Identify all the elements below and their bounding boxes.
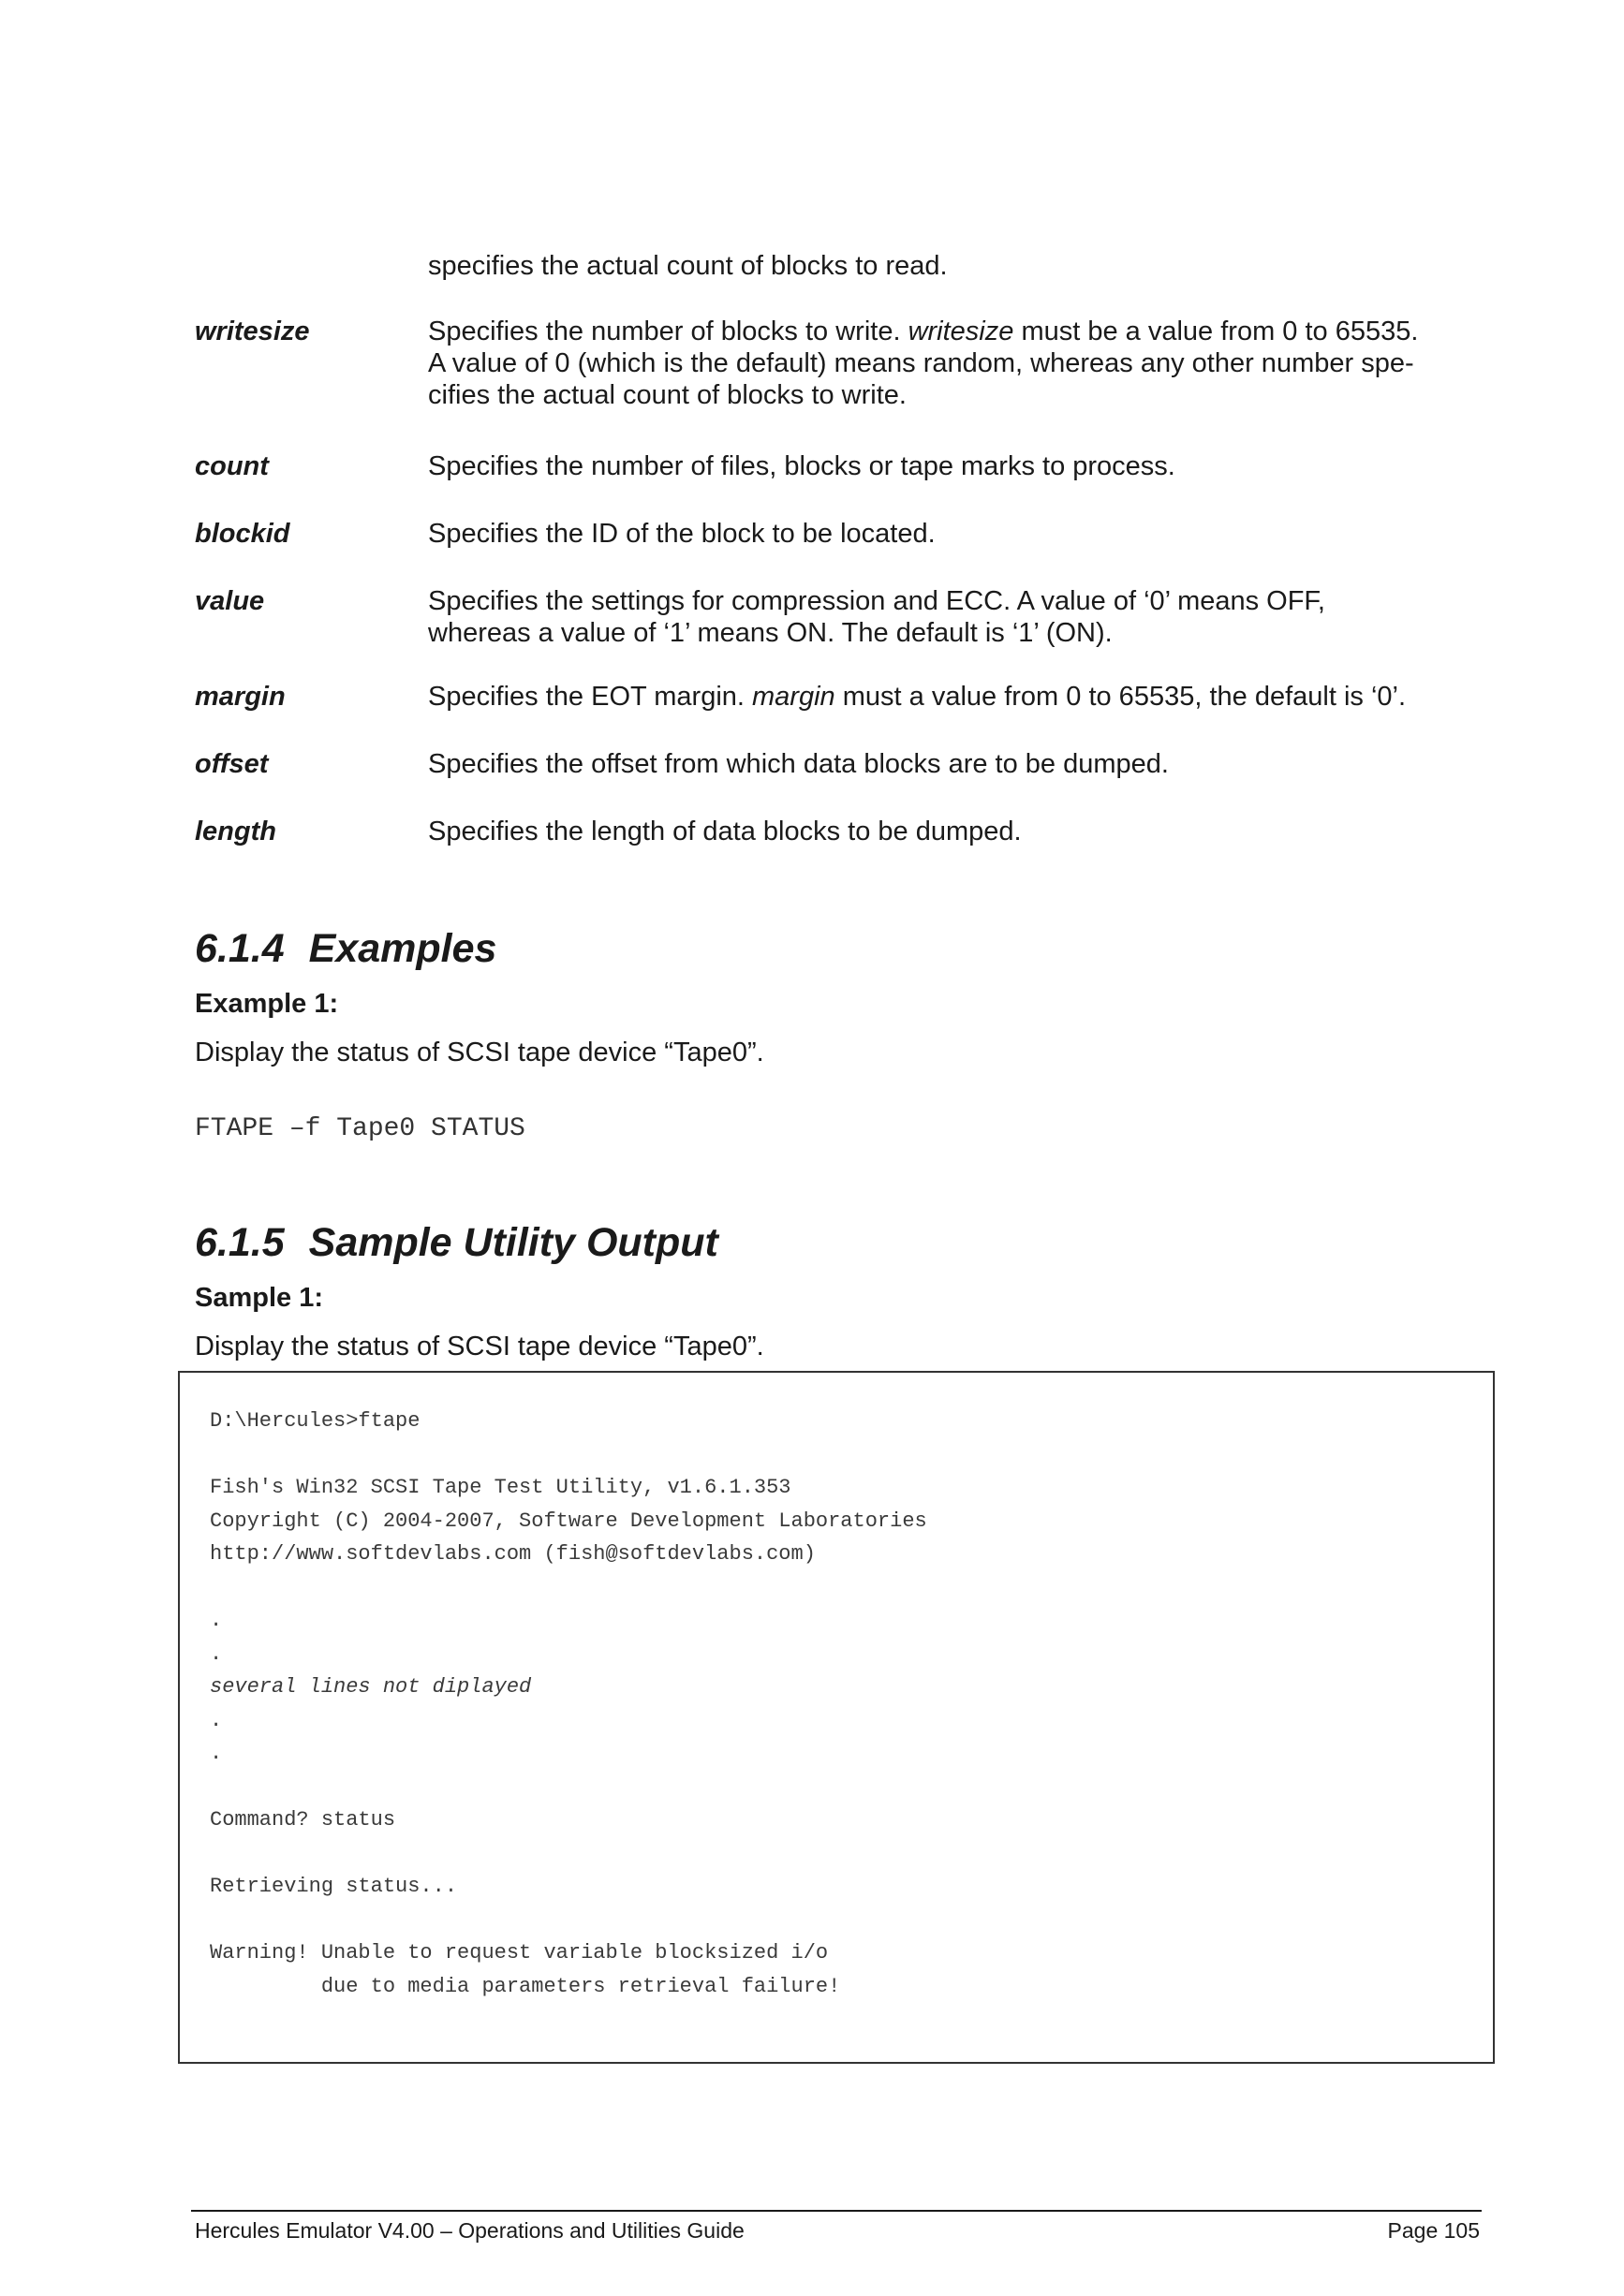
parameter-description — [428, 585, 1624, 649]
output-line: due to media parameters retrieval failure! — [210, 1974, 841, 1998]
footer-title: Hercules Emulator V4.00 – Operations and Utilities Guide — [195, 2218, 745, 2243]
section-title: Examples — [308, 926, 497, 971]
parameter-term: length — [195, 817, 276, 846]
section-heading-examples — [195, 925, 496, 972]
footer-rule — [191, 2210, 1482, 2212]
parameter-term: margin — [195, 682, 286, 712]
parameter-term: blockid — [195, 519, 290, 549]
description-text: Specifies the offset from which data blocks are to be dumped. — [428, 749, 1169, 779]
parameter-description — [428, 816, 1624, 847]
description-line — [428, 518, 1624, 550]
description-text: whereas a value of ‘1’ means ON. The default is ‘1’ (ON). — [428, 618, 1113, 648]
output-line: . — [210, 1742, 223, 1765]
example-command: FTAPE –f Tape0 STATUS — [195, 1114, 525, 1143]
output-line: . — [210, 1609, 223, 1632]
output-line — [210, 1837, 927, 1871]
output-line: . — [210, 1708, 223, 1732]
description-text: must a value from 0 to 65535, the default is ‘0’. — [834, 682, 1407, 712]
description-line — [428, 816, 1624, 847]
description-text: Specifies the settings for compression and ECC. A value of ‘0’ means OFF, — [428, 586, 1325, 616]
description-line — [428, 585, 1624, 617]
continuation-text: specifies the actual count of blocks to read. — [428, 251, 948, 281]
parameter-description — [428, 518, 1624, 550]
terminal-output-box — [178, 1371, 1495, 2064]
parameter-term: offset — [195, 749, 269, 779]
description-text: A value of 0 (which is the default) means random, whereas any other number spe- — [428, 348, 1414, 378]
description-line — [428, 316, 1624, 347]
output-line — [210, 1904, 927, 1937]
output-line: Warning! Unable to request variable blocksized i/o — [210, 1941, 829, 1965]
output-line: Command? status — [210, 1808, 396, 1832]
parameter-description — [428, 316, 1624, 411]
output-line — [210, 1438, 927, 1472]
description-line — [428, 617, 1624, 649]
description-text: Specifies the number of files, blocks or tape marks to process. — [428, 451, 1175, 481]
parameter-term: count — [195, 451, 269, 481]
terminal-output-lines — [210, 1405, 927, 2003]
description-line — [428, 450, 1624, 482]
output-line — [210, 1571, 927, 1605]
parameter-description — [428, 748, 1624, 780]
description-text: must be a value from 0 to 65535. — [1013, 316, 1419, 346]
description-line — [428, 347, 1624, 379]
output-line: Fish's Win32 SCSI Tape Test Utility, v1.6.1.353 — [210, 1476, 791, 1499]
italic-term: margin — [752, 682, 835, 712]
sample-description: Display the status of SCSI tape device “Tape0”. — [195, 1332, 764, 1361]
example-description: Display the status of SCSI tape device “Tape0”. — [195, 1038, 764, 1067]
parameter-term: value — [195, 586, 265, 616]
output-line: Retrieving status... — [210, 1875, 458, 1898]
output-line: . — [210, 1641, 223, 1666]
section-heading-sample-output — [195, 1219, 718, 1266]
output-line: Copyright (C) 2004-2007, Software Development Laboratories — [210, 1509, 927, 1533]
parameter-description — [428, 681, 1624, 713]
output-line: several lines not diplayed — [210, 1675, 532, 1699]
italic-term: writesize — [908, 316, 1014, 346]
parameter-description — [428, 450, 1624, 482]
output-line — [210, 1771, 927, 1804]
description-text: Specifies the number of blocks to write. — [428, 316, 908, 346]
section-number: 6.1.4 — [195, 926, 285, 971]
description-text: Specifies the EOT margin. — [428, 682, 753, 712]
description-line — [428, 681, 1624, 713]
parameter-term: writesize — [195, 316, 310, 346]
description-line — [428, 748, 1624, 780]
description-text: Specifies the length of data blocks to be dumped. — [428, 817, 1022, 846]
output-line: D:\Hercules>ftape — [210, 1409, 421, 1433]
section-number: 6.1.5 — [195, 1220, 285, 1265]
description-text: Specifies the ID of the block to be located. — [428, 519, 936, 549]
section-title: Sample Utility Output — [308, 1220, 718, 1265]
description-line — [428, 379, 1624, 411]
footer-page-number: Page 105 — [1387, 2218, 1480, 2243]
example-label: Example 1: — [195, 989, 339, 1019]
output-line: http://www.softdevlabs.com (fish@softdevlabs.com) — [210, 1542, 816, 1566]
description-text: cifies the actual count of blocks to write. — [428, 380, 907, 410]
sample-label: Sample 1: — [195, 1283, 323, 1313]
